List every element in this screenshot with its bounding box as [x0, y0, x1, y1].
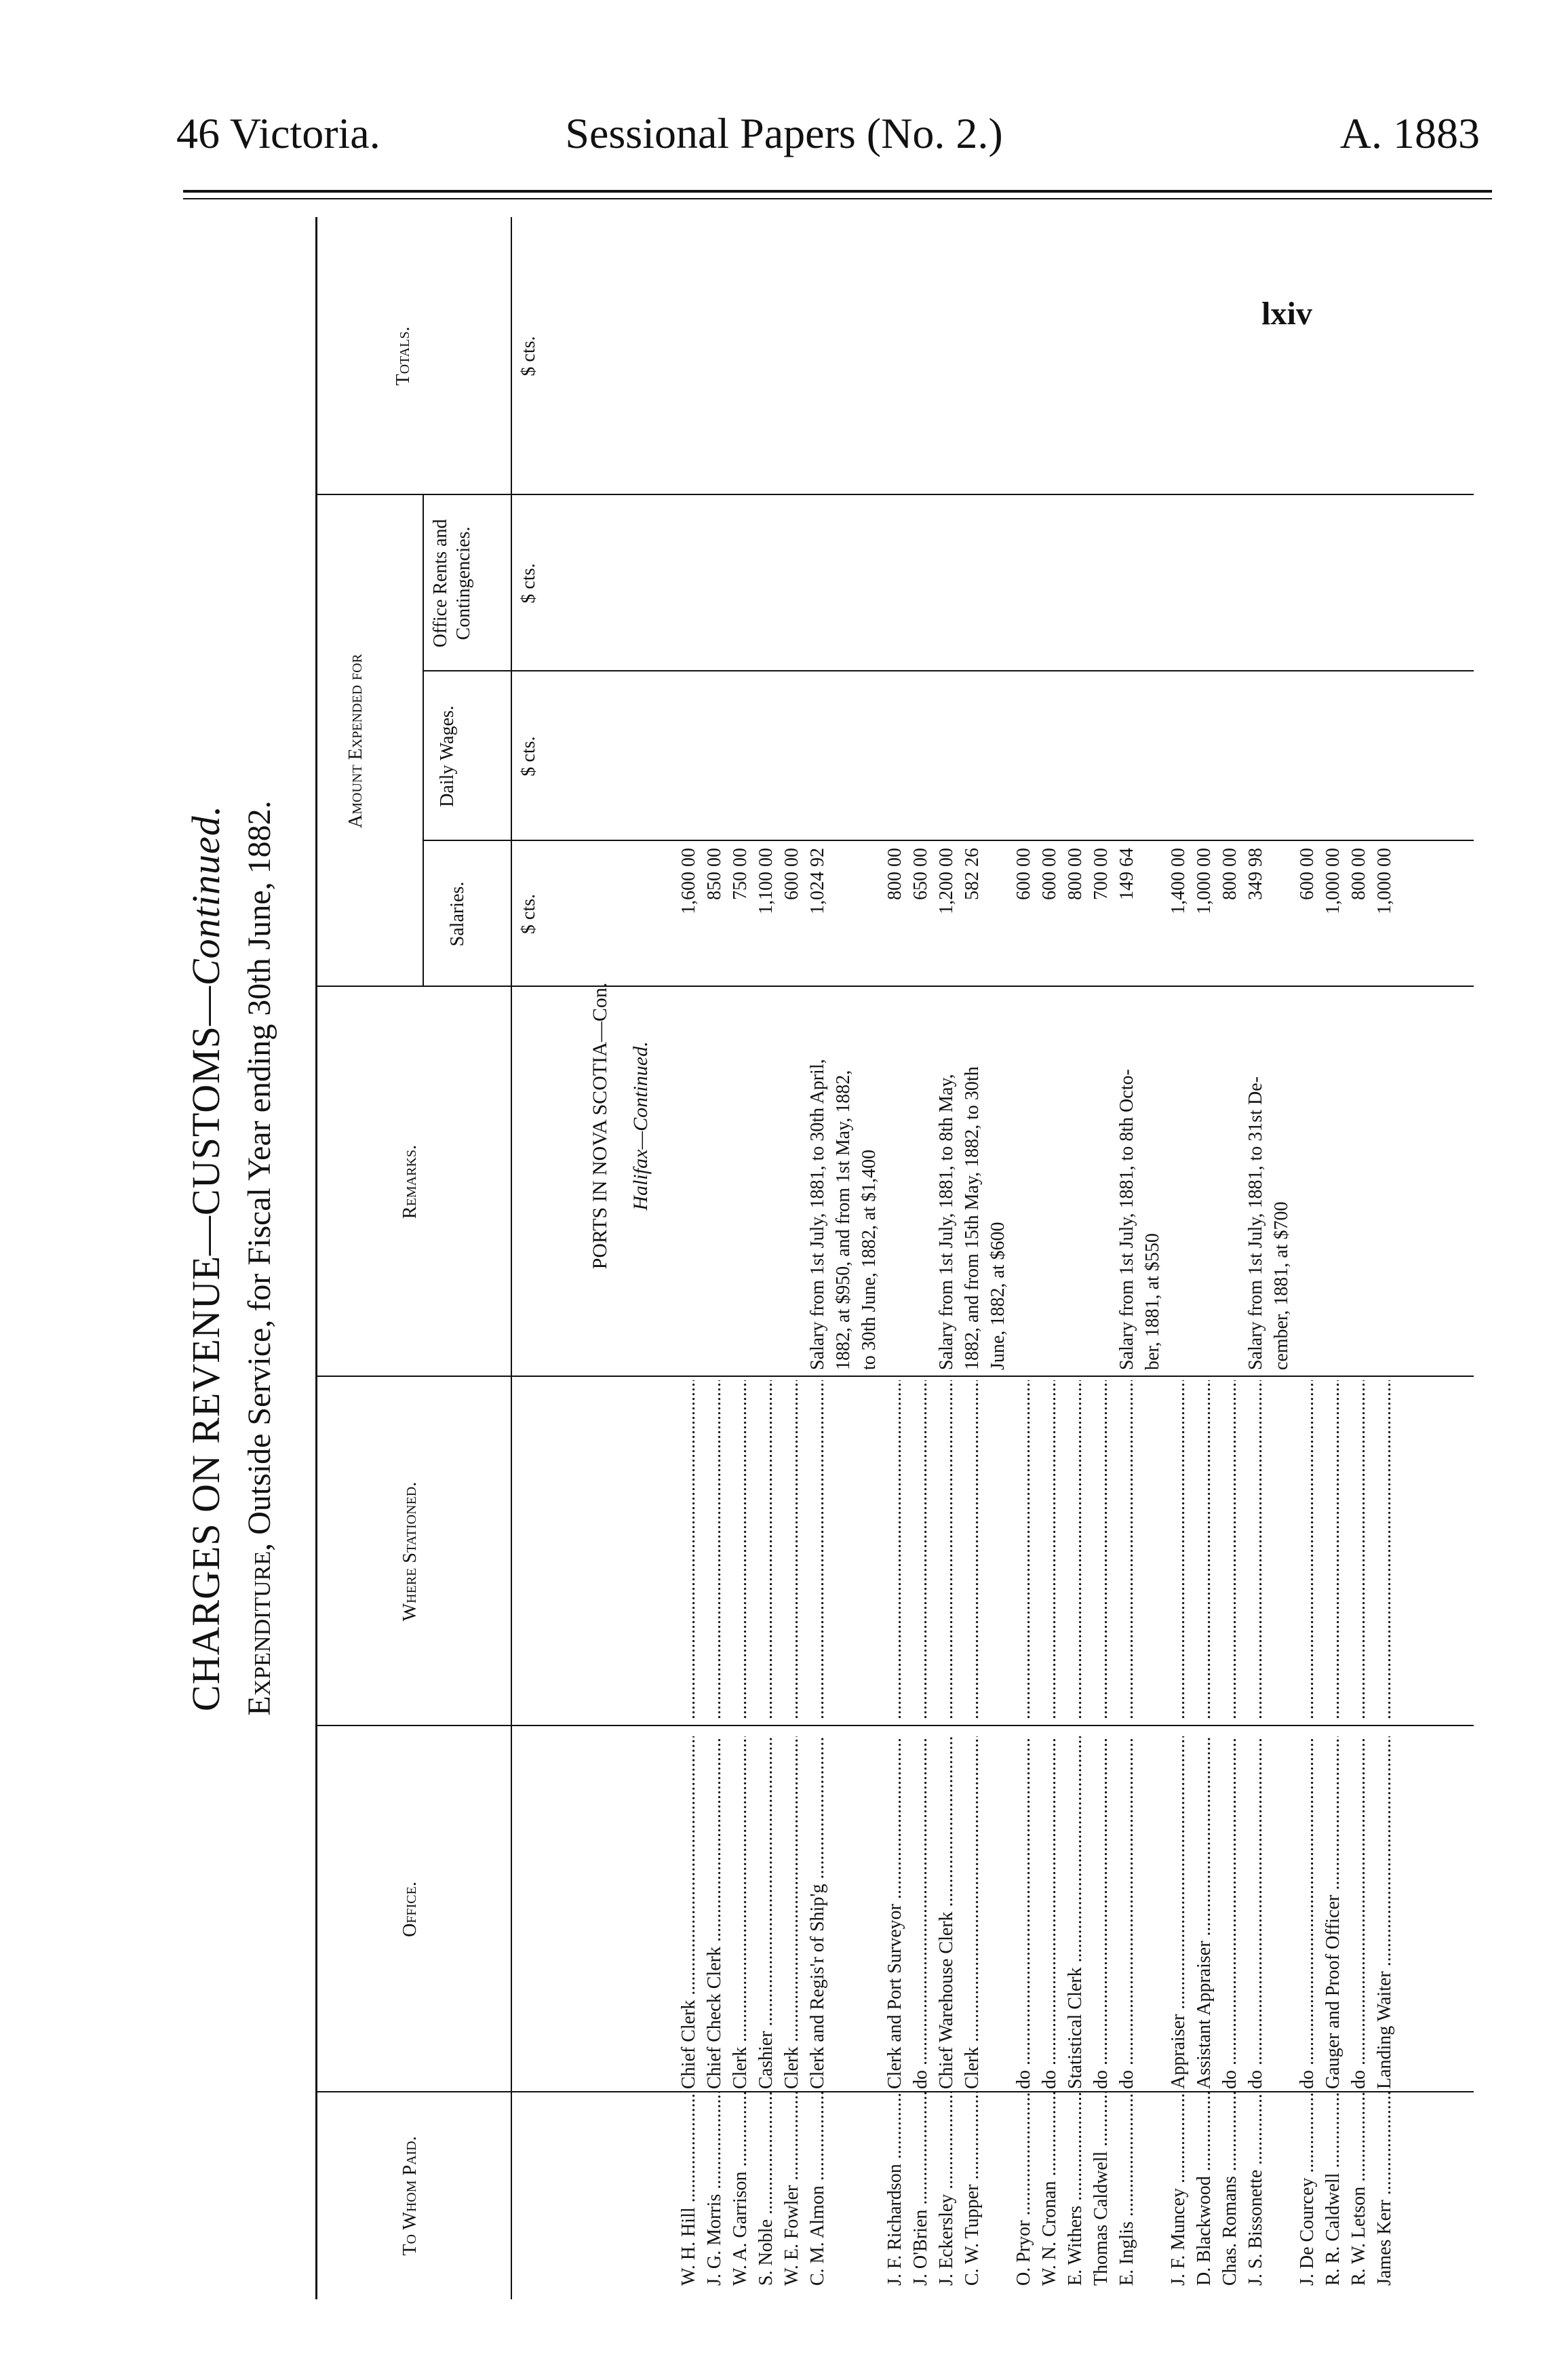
cell-salary: 650 00 [910, 848, 931, 900]
cell-name: Thomas Caldwell ..... [1089, 2092, 1114, 2286]
table-row [986, 217, 1011, 2299]
cell-salary: 850 00 [704, 848, 725, 900]
cell-where [1167, 1380, 1191, 1719]
header-to-whom: To Whom Paid. [399, 2136, 420, 2256]
cell-office: do ..... [1295, 1736, 1320, 2089]
cell-where [780, 1380, 804, 1719]
cell-name: R. W. Letson ..... [1347, 2092, 1371, 2286]
cell-remarks: ber, 1881, at $550 [1142, 1233, 1163, 1370]
cell-name: J. Eckersley ..... [935, 2092, 959, 2286]
table-row [1063, 217, 1088, 2299]
cell-salary: 800 00 [1219, 848, 1240, 900]
cell-where [1063, 1380, 1088, 1719]
cell-office: Chief Check Clerk ..... [703, 1736, 727, 2089]
cell-office: Gauger and Proof Officer ..... [1321, 1736, 1346, 2089]
cell-name: W. H. Hill ..... [677, 2092, 701, 2286]
table-row [960, 217, 985, 2299]
cell-remarks: cember, 1881, at $700 [1271, 1201, 1292, 1370]
page-number [1261, 277, 1312, 332]
cell-remarks: 1882, at $950, and from 1st May, 1882, [833, 1070, 854, 1370]
cell-office: Clerk ..... [960, 1736, 985, 2089]
cell-remarks: June, 1882, at $600 [987, 1222, 1008, 1370]
page-number-text: lxiv [1261, 296, 1312, 332]
table-row [703, 217, 727, 2299]
subtitle-lead: Expenditure, [241, 1542, 277, 1716]
cell-salary: 1,600 00 [678, 848, 699, 914]
subsection-heading: Halifax—Continued. [629, 1041, 652, 1211]
header-rule [183, 190, 1492, 193]
cell-salary: 800 00 [884, 848, 905, 900]
cell-office: do ..... [1218, 1736, 1242, 2089]
table-row [780, 217, 804, 2299]
cell-office: Cashier ..... [754, 1736, 779, 2089]
cell-where [935, 1380, 959, 1719]
cell-office: Appraiser ..... [1167, 1736, 1191, 2089]
page-subtitle [241, 217, 278, 2299]
page-title [183, 217, 229, 2299]
header-amount: Amount Expended for [345, 654, 366, 828]
cell-where [883, 1380, 907, 1719]
table-row [857, 217, 882, 2299]
cell-name: E. Withers ..... [1063, 2092, 1088, 2286]
cell-salary: 1,000 00 [1374, 848, 1395, 914]
cell-office: Clerk ..... [780, 1736, 804, 2089]
cell-remarks: Salary from 1st July, 1881, to 8th Octo- [1116, 1069, 1137, 1370]
table-row [1244, 217, 1268, 2299]
cell-name: W. A. Garrison ..... [728, 2092, 753, 2286]
cell-where [1295, 1380, 1320, 1719]
table-row [1038, 217, 1062, 2299]
cell-office: do ..... [1012, 1736, 1036, 2089]
cell-salary: 1,400 00 [1168, 848, 1189, 914]
cell-name: S. Noble ..... [754, 2092, 779, 2286]
table-row [1167, 217, 1191, 2299]
table-row [1347, 217, 1371, 2299]
table-row [677, 217, 701, 2299]
cell-remarks: to 30th June, 1882, at $1,400 [859, 1149, 880, 1370]
table-row [883, 217, 907, 2299]
unit-totals: $ cts. [518, 336, 539, 376]
cell-office: Clerk and Port Surveyor ..... [883, 1736, 907, 2089]
table-row [728, 217, 753, 2299]
cell-remarks: 1882, and from 15th May, 1882, to 30th [962, 1066, 983, 1370]
cell-where [1347, 1380, 1371, 1719]
table-row [831, 217, 856, 2299]
cell-name: J. S. Bissonette ..... [1244, 2092, 1268, 2286]
header-left: 46 Victoria. [176, 109, 380, 157]
cell-name: James Kerr ..... [1373, 2092, 1397, 2286]
rotated-table-page [176, 217, 1472, 2299]
cell-where [728, 1380, 753, 1719]
cell-where [1089, 1380, 1114, 1719]
cell-name: C. W. Tupper ..... [960, 2092, 985, 2286]
cell-salary: 1,200 00 [936, 848, 957, 914]
table-row [806, 217, 830, 2299]
cell-name: J. O'Brien ..... [909, 2092, 933, 2286]
cell-name: R. R. Caldwell ..... [1321, 2092, 1346, 2286]
cell-salary: 600 00 [1013, 848, 1034, 900]
table-row [1270, 217, 1294, 2299]
table-row [1115, 217, 1139, 2299]
subtitle-rest: Outside Service, for Fiscal Year ending 30th June, 1882. [241, 800, 277, 1543]
cell-office: Clerk and Regis'r of Ship'g ..... [806, 1736, 830, 2089]
table-row [1089, 217, 1114, 2299]
table-row [754, 217, 779, 2299]
cell-salary: 700 00 [1091, 848, 1112, 900]
cell-office: Chief Clerk ..... [677, 1736, 701, 2089]
cell-office: Clerk ..... [728, 1736, 753, 2089]
cell-where [1373, 1380, 1397, 1719]
cell-where [909, 1380, 933, 1719]
table-row [1218, 217, 1242, 2299]
unit-daily: $ cts. [518, 736, 539, 777]
cell-where [703, 1380, 727, 1719]
cell-name: D. Blackwood ..... [1192, 2092, 1217, 2286]
cell-where [1321, 1380, 1346, 1719]
header-daily-wages: Daily Wages. [437, 705, 458, 807]
cell-salary: 1,100 00 [756, 848, 777, 914]
cell-where [1012, 1380, 1036, 1719]
cell-where [1192, 1380, 1217, 1719]
cell-name: E. Inglis ..... [1115, 2092, 1139, 2286]
cell-where [960, 1380, 985, 1719]
header-office-rents: Office Rents and Contingencies. [430, 519, 474, 648]
table-row [909, 217, 933, 2299]
section-heading: PORTS IN NOVA SCOTIA—Con. [589, 982, 611, 1270]
cell-office: do ..... [1347, 1736, 1371, 2089]
cell-name: J. F. Richardson ..... [883, 2092, 907, 2286]
cell-salary: 1,000 00 [1322, 848, 1344, 914]
cell-remarks: Salary from 1st July, 1881, to 31st De- [1245, 1076, 1266, 1370]
table-row [1321, 217, 1346, 2299]
table-row [1192, 217, 1217, 2299]
cell-name: C. M. Almon ..... [806, 2092, 830, 2286]
cell-where [1244, 1380, 1268, 1719]
unit-office-rents: $ cts. [518, 563, 539, 604]
cell-where [806, 1380, 830, 1719]
cell-salary: 349 98 [1245, 848, 1266, 900]
cell-remarks: Salary from 1st July, 1881, to 8th May, [936, 1074, 957, 1370]
cell-office: do ..... [1244, 1736, 1268, 2089]
table-row [935, 217, 959, 2299]
header-remarks: Remarks. [399, 1144, 420, 1220]
header-rule-thin [183, 198, 1492, 199]
table-row [1295, 217, 1320, 2299]
cell-name: Chas. Romans ..... [1218, 2092, 1242, 2286]
header-where: Where Stationed. [399, 1481, 420, 1622]
cell-office: do ..... [909, 1736, 933, 2089]
cell-where [754, 1380, 779, 1719]
table-row [1373, 217, 1397, 2299]
cell-salary: 750 00 [730, 848, 751, 900]
cell-name: W. N. Cronan ..... [1038, 2092, 1062, 2286]
cell-name: J. De Courcey ..... [1295, 2092, 1320, 2286]
cell-salary: 600 00 [1297, 848, 1318, 900]
cell-office: Chief Warehouse Clerk ..... [935, 1736, 959, 2089]
cell-salary: 800 00 [1348, 848, 1369, 900]
cell-salary: 800 00 [1065, 848, 1086, 900]
cell-where [1218, 1380, 1242, 1719]
cell-name: J. F. Muncey ..... [1167, 2092, 1191, 2286]
header-right: A. 1883 [1339, 109, 1480, 157]
header-office: Office. [399, 1882, 420, 1937]
header-salaries: Salaries. [447, 881, 468, 947]
unit-salaries: $ cts. [518, 893, 539, 935]
cell-office: do ..... [1115, 1736, 1139, 2089]
header-center: Sessional Papers (No. 2.) [565, 109, 1003, 157]
header-totals: Totals. [393, 326, 414, 386]
cell-office: Assistant Appraiser ..... [1192, 1736, 1217, 2089]
cell-salary: 600 00 [1039, 848, 1060, 900]
table-row [1141, 217, 1165, 2299]
table-row [1012, 217, 1036, 2299]
cell-office: Landing Waiter ..... [1373, 1736, 1397, 2089]
expenditure-table [315, 217, 1474, 2299]
cell-salary: 1,024 92 [807, 848, 828, 914]
cell-name: J. G. Morris ..... [703, 2092, 727, 2286]
cell-salary: 149 64 [1116, 848, 1137, 900]
cell-salary: 1,000 00 [1194, 848, 1215, 914]
cell-name: W. E. Fowler ..... [780, 2092, 804, 2286]
cell-name: O. Pryor ..... [1012, 2092, 1036, 2286]
cell-salary: 600 00 [781, 848, 802, 900]
cell-remarks: Salary from 1st July, 1881, to 30th April, [807, 1059, 828, 1370]
cell-where [1115, 1380, 1139, 1719]
header-amount-rule [423, 495, 424, 987]
cell-where [677, 1380, 701, 1719]
title-main: CHARGES ON REVENUE—CUSTOMS— [184, 986, 228, 1712]
cell-office: do ..... [1089, 1736, 1114, 2089]
header-bottom-rule [511, 217, 512, 2299]
cell-salary: 582 26 [962, 848, 983, 900]
cell-office: do ..... [1038, 1736, 1062, 2089]
cell-where [1038, 1380, 1062, 1719]
title-continued: Continued. [184, 804, 228, 986]
cell-office: Statistical Clerk ..... [1063, 1736, 1088, 2089]
